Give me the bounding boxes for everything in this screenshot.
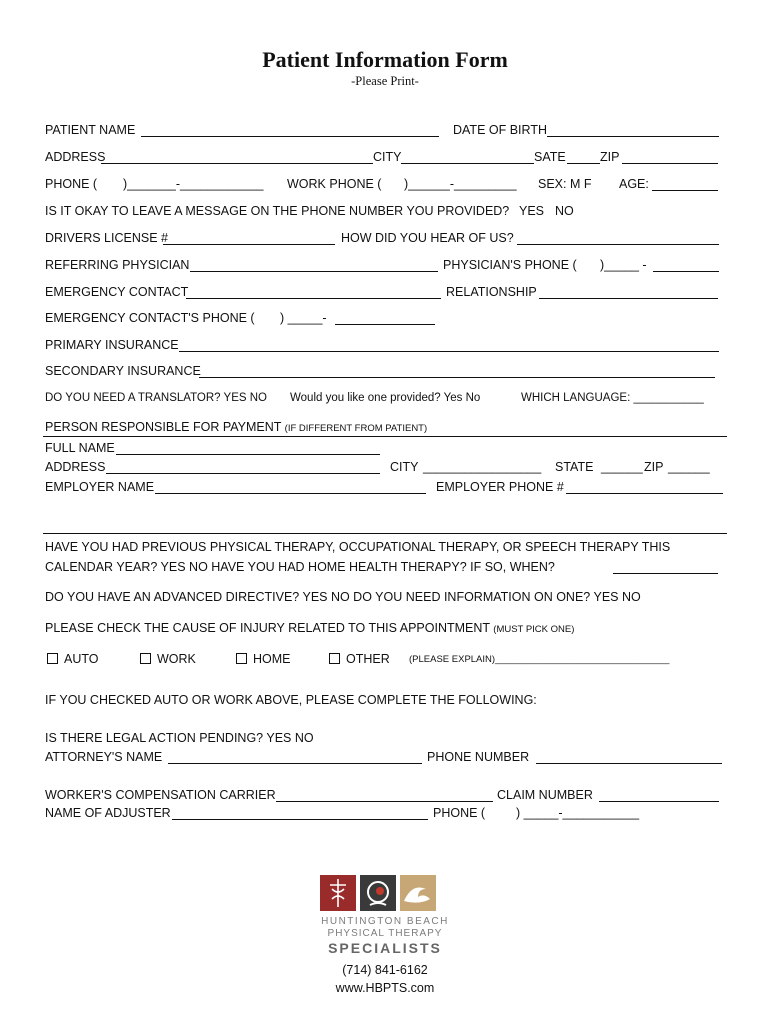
claim-number-label: CLAIM NUMBER: [497, 788, 593, 802]
patient-name-label: PATIENT NAME: [45, 123, 136, 137]
form-subtitle: -Please Print-: [351, 74, 419, 88]
emergency-phone-mask[interactable]: ) _____-: [280, 311, 327, 325]
injury-heading-text: PLEASE CHECK THE CAUSE OF INJURY RELATED TO THIS APPOINTMENT: [45, 621, 490, 635]
therapy-question-line1: HAVE YOU HAD PREVIOUS PHYSICAL THERAPY, OCCUPATIONAL THERAPY, OR SPEECH THERAPY THIS: [45, 540, 671, 554]
sex-options[interactable]: SEX: M F: [538, 177, 592, 191]
physician-phone-field[interactable]: [653, 271, 719, 272]
injury-heading: [45, 621, 574, 637]
zip-label: ZIP: [600, 150, 620, 164]
ref-physician-label: REFERRING PHYSICIAN: [45, 258, 190, 272]
logo-line1: HUNTINGTON BEACH: [321, 916, 449, 927]
message-yes-option[interactable]: YES: [519, 204, 545, 218]
state-field[interactable]: [567, 163, 600, 164]
attorney-phone-label: PHONE NUMBER: [427, 750, 530, 764]
payment-heading-note: (IF DIFFERENT FROM PATIENT): [284, 423, 428, 434]
other-explain-field[interactable]: (PLEASE EXPLAIN)_________________________________: [409, 654, 670, 665]
city-field[interactable]: [401, 163, 534, 164]
footer-phone: (714) 841-6162: [342, 963, 428, 977]
legal-pending-question: IS THERE LEGAL ACTION PENDING? YES NO: [45, 731, 314, 745]
option-label: WORK: [157, 652, 196, 666]
payer-full-name-field[interactable]: [116, 454, 380, 455]
logo-line3: SPECIALISTS: [328, 940, 442, 956]
carrier-label: WORKER'S COMPENSATION CARRIER: [45, 788, 276, 802]
attorney-name-field[interactable]: [168, 763, 422, 764]
injury-heading-note: (MUST PICK ONE): [493, 624, 575, 635]
section-divider-bottom: [43, 533, 727, 534]
auto-work-note: IF YOU CHECKED AUTO OR WORK ABOVE, PLEASE COMPLETE THE FOLLOWING:: [45, 693, 537, 707]
payer-full-name-label: FULL NAME: [45, 441, 115, 455]
dob-label: DATE OF BIRTH: [453, 123, 547, 137]
footer-website[interactable]: www.HBPTS.com: [335, 981, 435, 995]
employer-name-label: EMPLOYER NAME: [45, 480, 155, 494]
address-field[interactable]: [101, 163, 373, 164]
injury-option-home[interactable]: [236, 652, 291, 666]
checkbox-icon[interactable]: [47, 653, 58, 664]
emergency-contact-field[interactable]: [186, 298, 441, 299]
checkbox-icon[interactable]: [329, 653, 340, 664]
therapy-question-line2: CALENDAR YEAR? YES NO HAVE YOU HAD HOME HEALTH THERAPY? IF SO, WHEN?: [45, 560, 555, 574]
message-question: IS IT OKAY TO LEAVE A MESSAGE ON THE PHONE NUMBER YOU PROVIDED?: [45, 204, 510, 218]
employer-phone-field[interactable]: [566, 493, 723, 494]
relationship-label: RELATIONSHIP: [446, 285, 537, 299]
adjuster-phone-label: PHONE (: [433, 806, 486, 820]
work-phone-field[interactable]: )______-_________: [404, 177, 517, 191]
license-label: DRIVERS LICENSE #: [45, 231, 168, 245]
message-no-option[interactable]: NO: [555, 204, 574, 218]
primary-insurance-label: PRIMARY INSURANCE: [45, 338, 179, 352]
secondary-insurance-field[interactable]: [199, 377, 715, 378]
carrier-field[interactable]: [276, 801, 493, 802]
employer-phone-label: EMPLOYER PHONE #: [436, 480, 564, 494]
primary-insurance-field[interactable]: [179, 351, 719, 352]
payer-state-label: STATE: [555, 460, 594, 474]
adjuster-name-field[interactable]: [172, 819, 428, 820]
zip-field[interactable]: [622, 163, 718, 164]
phone-field[interactable]: )_______-____________: [123, 177, 264, 191]
age-label: AGE:: [619, 177, 649, 191]
language-field[interactable]: WHICH LANGUAGE: ___________: [521, 392, 704, 404]
payer-state-field[interactable]: ______: [601, 460, 643, 474]
translator-provide-question: Would you like one provided? Yes No: [290, 392, 481, 404]
payer-address-field[interactable]: [106, 473, 380, 474]
secondary-insurance-label: SECONDARY INSURANCE: [45, 364, 201, 378]
payment-heading: [45, 420, 427, 436]
work-phone-label: WORK PHONE (: [287, 177, 382, 191]
section-divider-top: [43, 436, 727, 437]
hear-field[interactable]: [517, 244, 719, 245]
payment-heading-text: PERSON RESPONSIBLE FOR PAYMENT: [45, 420, 282, 434]
adjuster-name-label: NAME OF ADJUSTER: [45, 806, 171, 820]
city-label: CITY: [373, 150, 402, 164]
relationship-field[interactable]: [539, 298, 718, 299]
checkbox-icon[interactable]: [236, 653, 247, 664]
payer-city-field[interactable]: _________________: [423, 460, 542, 474]
attorney-phone-field[interactable]: [536, 763, 722, 764]
emergency-contact-label: EMERGENCY CONTACT: [45, 285, 189, 299]
claim-number-field[interactable]: [599, 801, 719, 802]
dob-field[interactable]: [547, 136, 719, 137]
physician-phone-label: PHYSICIAN'S PHONE (: [443, 258, 577, 272]
ref-physician-field[interactable]: [190, 271, 438, 272]
license-field[interactable]: [163, 244, 335, 245]
phone-label: PHONE (: [45, 177, 98, 191]
injury-option-auto[interactable]: [47, 652, 99, 666]
payer-city-label: CITY: [390, 460, 419, 474]
option-label: OTHER: [346, 652, 390, 666]
option-label: AUTO: [64, 652, 99, 666]
state-label: SATE: [534, 150, 566, 164]
logo-line2: PHYSICAL THERAPY: [327, 928, 443, 939]
physician-phone-mask[interactable]: )_____ -: [600, 258, 647, 272]
hear-label: HOW DID YOU HEAR OF US?: [341, 231, 514, 245]
translator-question: DO YOU NEED A TRANSLATOR? YES NO: [45, 392, 267, 404]
checkbox-icon[interactable]: [140, 653, 151, 664]
emergency-phone-field[interactable]: [335, 324, 435, 325]
address-label: ADDRESS: [45, 150, 106, 164]
patient-name-field[interactable]: [141, 136, 439, 137]
age-field[interactable]: [652, 190, 718, 191]
emergency-phone-label: EMERGENCY CONTACT'S PHONE (: [45, 311, 255, 325]
attorney-name-label: ATTORNEY'S NAME: [45, 750, 163, 764]
directive-question: DO YOU HAVE AN ADVANCED DIRECTIVE? YES NO DO YOU NEED INFORMATION ON ONE? YES NO: [45, 590, 641, 604]
option-label: HOME: [253, 652, 291, 666]
home-health-when-field[interactable]: [613, 573, 718, 574]
employer-name-field[interactable]: [155, 493, 426, 494]
injury-option-other[interactable]: [329, 652, 390, 666]
payer-zip-label: ZIP: [644, 460, 664, 474]
form-title: Patient Information Form: [262, 47, 508, 72]
payer-address-label: ADDRESS: [45, 460, 106, 474]
adjuster-phone-field[interactable]: ) _____-___________: [516, 806, 640, 820]
injury-option-work[interactable]: [140, 652, 196, 666]
payer-zip-field[interactable]: ______: [668, 460, 710, 474]
